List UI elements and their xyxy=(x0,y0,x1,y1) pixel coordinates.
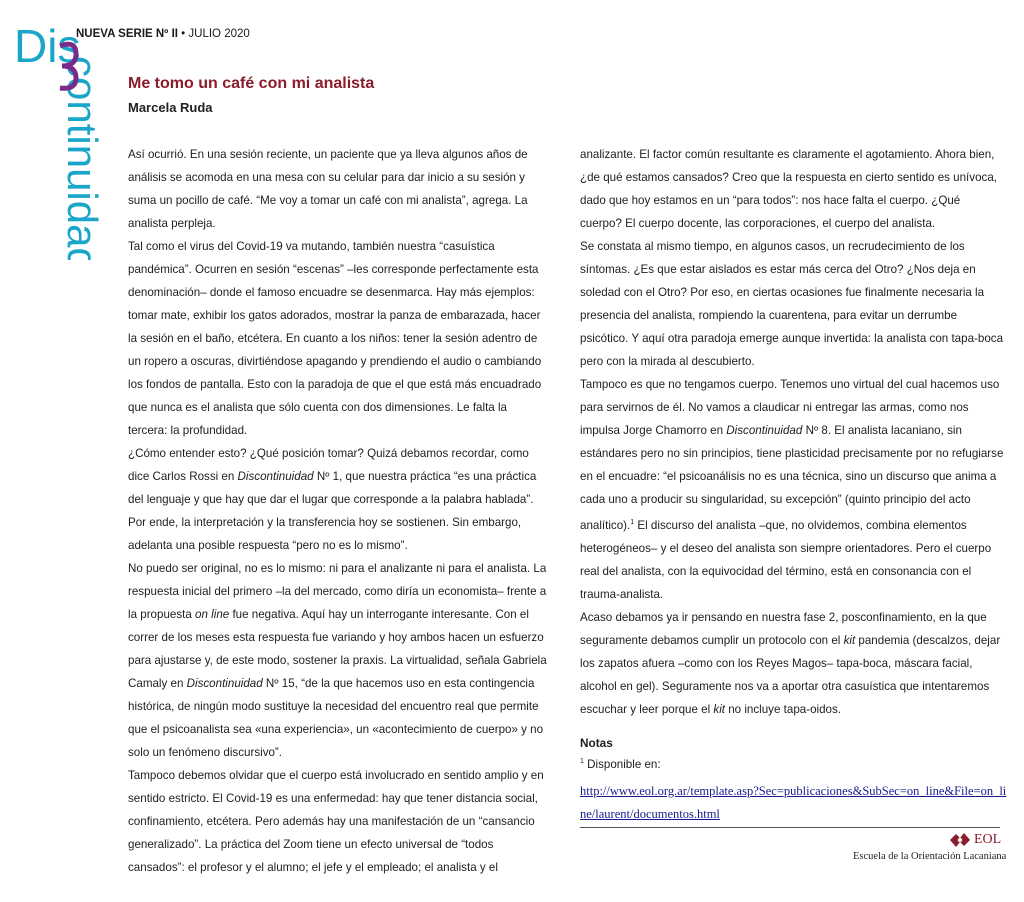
notes-heading: Notas xyxy=(580,736,613,750)
text-run: pandemia (descalzos, dejar los zapatos afuera –como con los Reyes Magos– tapa-boca, máscara facial, alcohol en gel). Seguramente nos va a aportar otra casuística que intentaremos escuchar y leer porque el xyxy=(580,633,1001,716)
paragraph xyxy=(128,442,548,557)
article-body-right xyxy=(580,143,1004,721)
issue-series: NUEVA SERIE Nº II xyxy=(76,28,178,40)
article-body-left xyxy=(128,143,548,879)
footnote-text: Disponible en: xyxy=(583,758,661,771)
paragraph: Tal como el virus del Covid-19 va mutando, también nuestra “casuística pandémica”. Ocurren en sesión “escenas” –les corresponde perfectamente esta denominación– donde el famoso encuadre se desenmarca. Hay más ejemplos: tomar mate, exhibir los gatos adorados, mostrar la panza de embarazada, hacer la sesión en el baño, etcétera. En cuanto a los niños: tener la sesión adentro de un ropero a oscuras, divirtiéndose apagando y prendiendo el audio o cambiando los fondos de pantalla. Esto con la paradoja de que el que está más encuadrado que nunca es el analista que sólo cuenta con dos dimensiones. Le falta la tercera: la profundidad. xyxy=(128,240,542,437)
text-run: El discurso del analista –que, no olvidemos, combina elementos heterogéneos– y el deseo del analista son siempre orientadores. Pero el cuerpo real del analista, con la equivocidad del término, está en consonancia con el trauma-analista. xyxy=(580,518,992,601)
paragraph: Tampoco debemos olvidar que el cuerpo está involucrado en sentido amplio y en sentido estricto. El Covid-19 es una enfermedad: hay que tener distancia social, confinamiento, etcétera. Pero además hay una manifestación de un “cansancio generalizado”. La práctica del Zoom tiene un efecto universal de “todos cansados”: el profesor y el alumno; el jefe y el empleado; el analista y el xyxy=(128,769,544,874)
text-run: fue negativa. Aquí hay un interrogante interesante. Con el correr de los meses esta respuesta fue variando y hoy ambos hacen un esfuerzo para ajustarse y, de este modo, sostener la praxis. La virtualidad, señala Gabriela Camaly en xyxy=(128,608,547,690)
text-run: Nº 15, “de la que hacemos uso en esta contingencia histórica, de ningún modo sustituye la necesidad del encuentro real que permite que el psicoanalista sea «una experiencia», un «acontecimiento de cuerpo» y no solo un fenómeno discursivo”. xyxy=(128,677,544,759)
emphasis: kit xyxy=(713,702,725,716)
paragraph xyxy=(580,373,1004,606)
emphasis: kit xyxy=(843,633,856,647)
text-run: no incluye tapa-oidos. xyxy=(725,702,842,716)
text-run: No puedo ser original, no es lo mismo: ni para el analizante ni para el analista. La respuesta inicial del primero –la del mercado, como diría un economista– frente a la propuesta xyxy=(128,562,547,621)
paragraph: analizante. El factor común resultante es claramente el agotamiento. Ahora bien, ¿de qué estamos cansados? Creo que la respuesta en cierto sentido es unívoca, dado que hoy estamos en un “para todos”: nos hace falta el cuerpo. ¿Qué cuerpo? El cuerpo docente, las corporaciones, el cuerpo del analista. xyxy=(580,148,997,230)
text-run: Nº 1, que nuestra práctica “es una práctica del lenguaje y que hay que dar el lugar que corresponde a la palabra hablada”. Por ende, la interpretación y la transferencia hoy se sostienen. Sin embargo, adelanta una posible respuesta “pero no es lo mismo”. xyxy=(128,470,537,552)
emphasis: on line xyxy=(195,608,230,621)
article-title: Me tomo un café con mi analista xyxy=(128,75,375,92)
footnote-1 xyxy=(580,758,661,771)
text-run: Acaso debamos ya ir pensando en nuestra fase 2, posconfinamiento, en la que seguramente debamos cumplir un protocolo con el xyxy=(580,610,987,647)
eol-name: Escuela de la Orientación Lacaniana xyxy=(853,851,1007,862)
footnote-ref[interactable]: 1 xyxy=(630,519,635,526)
journal-name: Discontinuidad xyxy=(237,470,314,483)
issue-header xyxy=(76,28,250,40)
paragraph xyxy=(128,557,548,764)
eol-logo-icon xyxy=(948,831,972,849)
journal-name: Discontinuidad xyxy=(726,424,803,437)
eol-abbr: EOL xyxy=(974,832,1002,847)
text-run: ¿Cómo entender esto? ¿Qué posición tomar? Quizá debamos recordar, como dice Carlos Rossi en xyxy=(128,447,529,483)
article-author: Marcela Ruda xyxy=(128,100,213,115)
footnote-link[interactable]: http://www.eol.org.ar/template.asp?Sec=publicaciones&SubSec=on_line&File=on_line/laurent/documentos.html xyxy=(580,784,1007,821)
paragraph xyxy=(580,606,1004,721)
discontinuidad-logo xyxy=(8,10,108,260)
header-bullet: • xyxy=(181,28,189,40)
journal-name: Discontinuidad xyxy=(186,677,263,690)
issue-date: JULIO 2020 xyxy=(188,28,250,40)
paragraph: Se constata al mismo tiempo, en algunos casos, un recrudecimiento de los síntomas. ¿Es que estar aislados es estar más cerca del Otro? ¿Nos deja en soledad con el Otro? Por eso, en ciertas ocasiones fue finalmente necesaria la presencia del analista, rompiendo la cuarentena, para evitar un derrumbe psicótico. Y aquí otra paradoja emerge aunque invertida: la analista con tapa-boca pero con la mirada al descubierto. xyxy=(580,240,1004,368)
logo-graphic xyxy=(8,10,108,260)
text-run: Nº 8. El analista lacaniano, sin estándares pero no sin principios, tiene plasticidad precisamente por no refugiarse en el encuadre: “el psicoanálisis no es una técnica, sino un discurso que anima a cada uno a producir su singularidad, su excepción” (quinto principio del acto analítico). xyxy=(580,424,1004,532)
logo-side-text: continuidad xyxy=(59,56,106,260)
footer-divider xyxy=(580,827,1000,828)
text-run: Tampoco es que no tengamos cuerpo. Tenemos uno virtual del cual hacemos uso para servirnos de él. No vamos a claudicar ni entregar las armas, como nos impulsa Jorge Chamorro en xyxy=(580,378,1000,437)
paragraph: Así ocurrió. En una sesión reciente, un paciente que ya lleva algunos años de análisis se acomoda en una mesa con su celular para dar inicio a su sesión y suma un pocillo de café. “Me voy a tomar un café con mi analista”, agrega. La analista perpleja. xyxy=(128,148,528,230)
footnote-number: 1 xyxy=(580,758,584,766)
logo-top-text: Dis xyxy=(14,20,81,72)
